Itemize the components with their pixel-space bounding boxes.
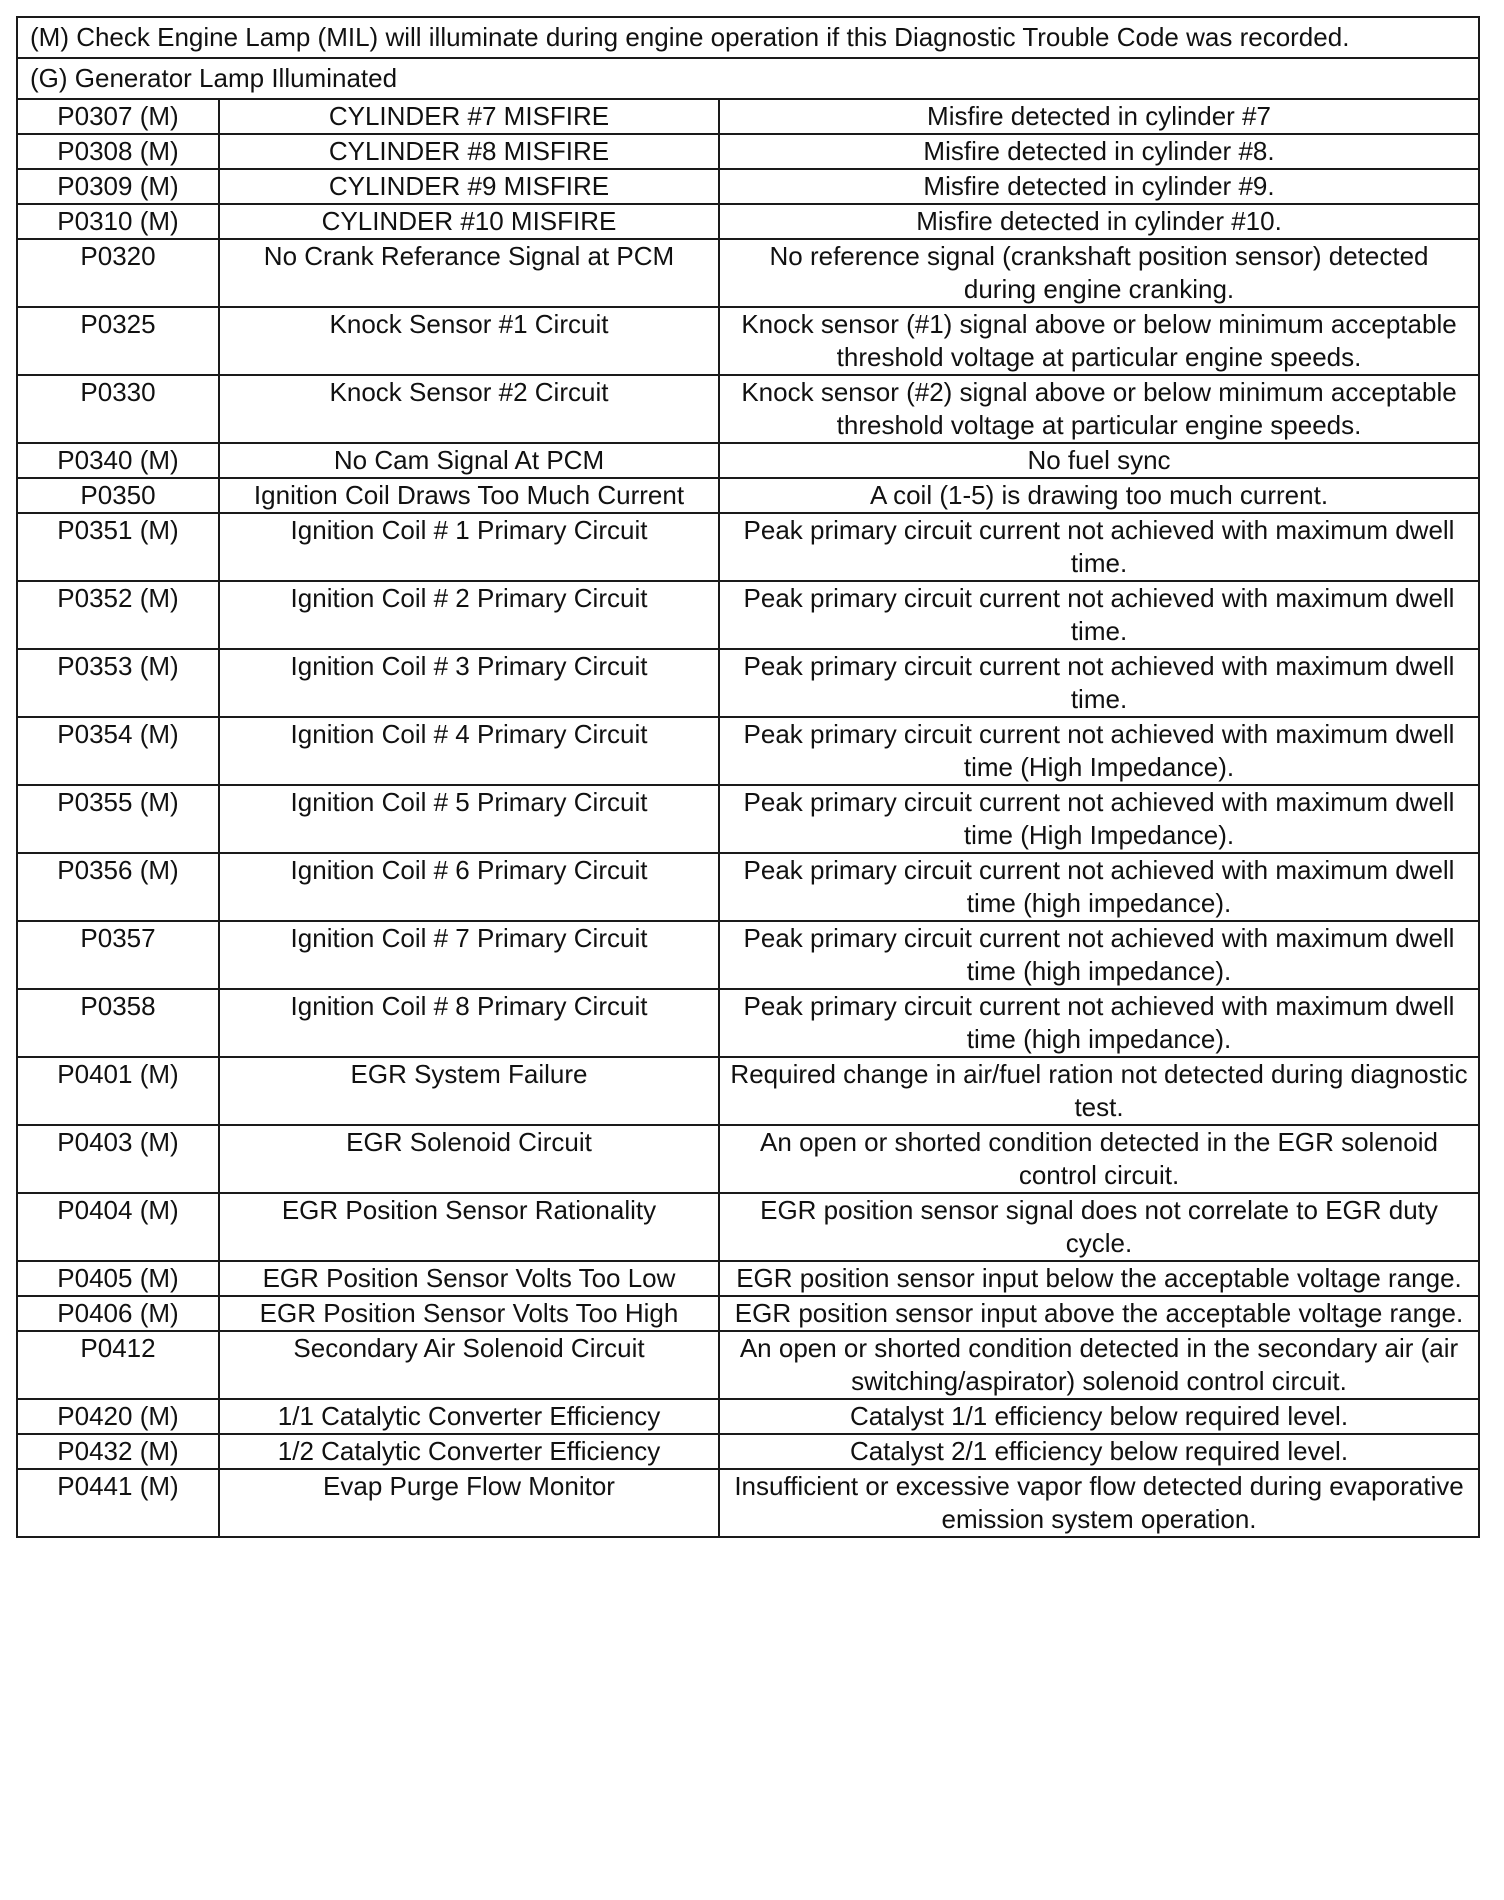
table-row: [17, 1434, 1479, 1469]
dtc-name: Knock Sensor #2 Circuit: [219, 375, 719, 443]
dtc-description: Catalyst 1/1 efficiency below required level.: [719, 1399, 1479, 1434]
dtc-code: P0404 (M): [17, 1193, 219, 1261]
dtc-code: P0403 (M): [17, 1125, 219, 1193]
dtc-description: Peak primary circuit current not achieved with maximum dwell time.: [719, 581, 1479, 649]
generator-note: (G) Generator Lamp Illuminated: [17, 58, 1479, 99]
dtc-name: EGR Position Sensor Volts Too High: [219, 1296, 719, 1331]
dtc-code: P0420 (M): [17, 1399, 219, 1434]
table-row: [17, 989, 1479, 1057]
note-row-mil: [17, 17, 1479, 58]
dtc-name: EGR Position Sensor Volts Too Low: [219, 1261, 719, 1296]
dtc-description: Catalyst 2/1 efficiency below required level.: [719, 1434, 1479, 1469]
table-row: [17, 1193, 1479, 1261]
dtc-name: CYLINDER #9 MISFIRE: [219, 169, 719, 204]
dtc-name: No Cam Signal At PCM: [219, 443, 719, 478]
table-row: [17, 1057, 1479, 1125]
dtc-code: P0309 (M): [17, 169, 219, 204]
dtc-code: P0350: [17, 478, 219, 513]
table-row: [17, 134, 1479, 169]
dtc-code: P0307 (M): [17, 99, 219, 134]
dtc-code: P0412: [17, 1331, 219, 1399]
dtc-name: Ignition Coil # 5 Primary Circuit: [219, 785, 719, 853]
dtc-name: No Crank Referance Signal at PCM: [219, 239, 719, 307]
dtc-table: [16, 16, 1480, 1538]
dtc-description: Misfire detected in cylinder #9.: [719, 169, 1479, 204]
table-row: [17, 785, 1479, 853]
mil-note: (M) Check Engine Lamp (MIL) will illuminate during engine operation if this Diagnostic Trouble Code was recorded.: [17, 17, 1479, 58]
dtc-name: EGR Solenoid Circuit: [219, 1125, 719, 1193]
dtc-description: Knock sensor (#2) signal above or below minimum acceptable threshold voltage at particular engine speeds.: [719, 375, 1479, 443]
dtc-code: P0354 (M): [17, 717, 219, 785]
table-row: [17, 443, 1479, 478]
dtc-description: EGR position sensor input below the acceptable voltage range.: [719, 1261, 1479, 1296]
dtc-code: P0405 (M): [17, 1261, 219, 1296]
table-row: [17, 204, 1479, 239]
dtc-table-body: [17, 17, 1479, 1537]
table-row: [17, 478, 1479, 513]
dtc-description: Peak primary circuit current not achieved with maximum dwell time (High Impedance).: [719, 717, 1479, 785]
dtc-code: P0320: [17, 239, 219, 307]
dtc-code: P0401 (M): [17, 1057, 219, 1125]
dtc-code: P0357: [17, 921, 219, 989]
dtc-name: 1/1 Catalytic Converter Efficiency: [219, 1399, 719, 1434]
dtc-code: P0352 (M): [17, 581, 219, 649]
dtc-description: An open or shorted condition detected in the secondary air (air switching/aspirator) solenoid control circuit.: [719, 1331, 1479, 1399]
dtc-name: Ignition Coil # 4 Primary Circuit: [219, 717, 719, 785]
dtc-description: A coil (1-5) is drawing too much current.: [719, 478, 1479, 513]
dtc-code: P0353 (M): [17, 649, 219, 717]
table-row: [17, 1296, 1479, 1331]
dtc-description: Required change in air/fuel ration not detected during diagnostic test.: [719, 1057, 1479, 1125]
dtc-description: Knock sensor (#1) signal above or below minimum acceptable threshold voltage at particular engine speeds.: [719, 307, 1479, 375]
table-row: [17, 1261, 1479, 1296]
table-row: [17, 717, 1479, 785]
dtc-name: Secondary Air Solenoid Circuit: [219, 1331, 719, 1399]
dtc-description: Misfire detected in cylinder #7: [719, 99, 1479, 134]
dtc-description: Insufficient or excessive vapor flow detected during evaporative emission system operation.: [719, 1469, 1479, 1537]
table-row: [17, 513, 1479, 581]
table-row: [17, 1469, 1479, 1537]
dtc-name: 1/2 Catalytic Converter Efficiency: [219, 1434, 719, 1469]
table-row: [17, 99, 1479, 134]
dtc-name: Ignition Coil # 8 Primary Circuit: [219, 989, 719, 1057]
table-row: [17, 853, 1479, 921]
dtc-code: P0325: [17, 307, 219, 375]
note-row-generator: [17, 58, 1479, 99]
dtc-description: An open or shorted condition detected in the EGR solenoid control circuit.: [719, 1125, 1479, 1193]
table-row: [17, 1331, 1479, 1399]
dtc-code: P0406 (M): [17, 1296, 219, 1331]
dtc-name: Ignition Coil Draws Too Much Current: [219, 478, 719, 513]
dtc-code: P0308 (M): [17, 134, 219, 169]
table-row: [17, 239, 1479, 307]
dtc-description: Misfire detected in cylinder #8.: [719, 134, 1479, 169]
dtc-description: Peak primary circuit current not achieved with maximum dwell time (high impedance).: [719, 921, 1479, 989]
dtc-name: CYLINDER #8 MISFIRE: [219, 134, 719, 169]
dtc-name: CYLINDER #10 MISFIRE: [219, 204, 719, 239]
dtc-name: CYLINDER #7 MISFIRE: [219, 99, 719, 134]
dtc-code: P0330: [17, 375, 219, 443]
dtc-code: P0432 (M): [17, 1434, 219, 1469]
dtc-description: Peak primary circuit current not achieved with maximum dwell time.: [719, 513, 1479, 581]
dtc-description: EGR position sensor signal does not correlate to EGR duty cycle.: [719, 1193, 1479, 1261]
dtc-code: P0351 (M): [17, 513, 219, 581]
table-row: [17, 921, 1479, 989]
dtc-code: P0355 (M): [17, 785, 219, 853]
dtc-description: No fuel sync: [719, 443, 1479, 478]
table-row: [17, 307, 1479, 375]
dtc-name: Ignition Coil # 6 Primary Circuit: [219, 853, 719, 921]
dtc-description: Peak primary circuit current not achieved with maximum dwell time (high impedance).: [719, 989, 1479, 1057]
dtc-code: P0356 (M): [17, 853, 219, 921]
dtc-code: P0358: [17, 989, 219, 1057]
table-row: [17, 169, 1479, 204]
table-row: [17, 649, 1479, 717]
dtc-description: No reference signal (crankshaft position sensor) detected during engine cranking.: [719, 239, 1479, 307]
dtc-description: Misfire detected in cylinder #10.: [719, 204, 1479, 239]
table-row: [17, 1125, 1479, 1193]
table-row: [17, 375, 1479, 443]
dtc-description: EGR position sensor input above the acceptable voltage range.: [719, 1296, 1479, 1331]
table-row: [17, 1399, 1479, 1434]
dtc-description: Peak primary circuit current not achieved with maximum dwell time.: [719, 649, 1479, 717]
dtc-description: Peak primary circuit current not achieved with maximum dwell time (high impedance).: [719, 853, 1479, 921]
dtc-name: Knock Sensor #1 Circuit: [219, 307, 719, 375]
dtc-code: P0310 (M): [17, 204, 219, 239]
dtc-code: P0441 (M): [17, 1469, 219, 1537]
dtc-name: Evap Purge Flow Monitor: [219, 1469, 719, 1537]
dtc-name: Ignition Coil # 1 Primary Circuit: [219, 513, 719, 581]
dtc-description: Peak primary circuit current not achieved with maximum dwell time (High Impedance).: [719, 785, 1479, 853]
dtc-name: EGR Position Sensor Rationality: [219, 1193, 719, 1261]
dtc-code: P0340 (M): [17, 443, 219, 478]
dtc-name: Ignition Coil # 2 Primary Circuit: [219, 581, 719, 649]
dtc-name: EGR System Failure: [219, 1057, 719, 1125]
dtc-name: Ignition Coil # 3 Primary Circuit: [219, 649, 719, 717]
dtc-name: Ignition Coil # 7 Primary Circuit: [219, 921, 719, 989]
table-row: [17, 581, 1479, 649]
